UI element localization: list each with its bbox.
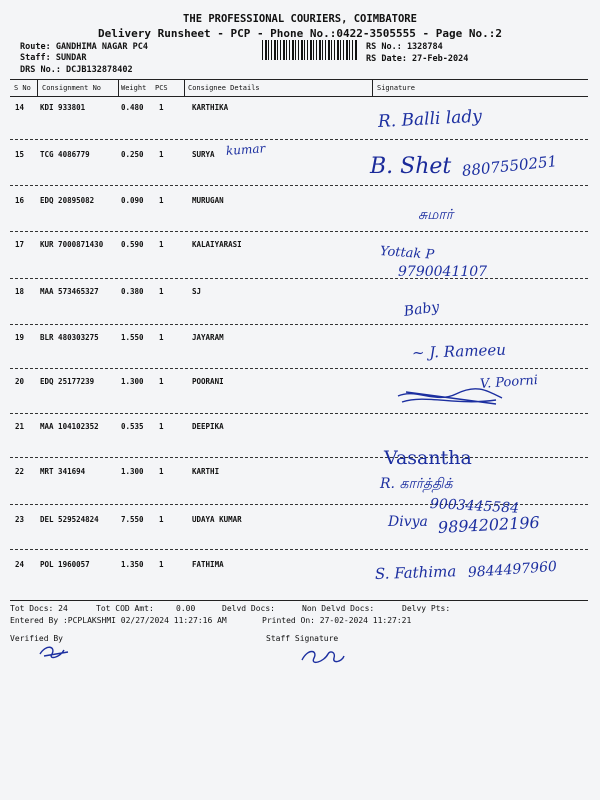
handwritten-signature: Yottak P — [379, 244, 435, 263]
staff-signature-scribble — [298, 644, 348, 668]
cell-weight: 7.550 — [121, 515, 144, 524]
cell-pcs: 1 — [159, 515, 164, 524]
total-cod-label: Tot COD Amt: — [96, 604, 154, 613]
cell-weight: 1.350 — [121, 560, 144, 569]
handwritten-phone: 9790041107 — [398, 264, 488, 280]
cell-pcs: 1 — [159, 467, 164, 476]
non-delivered-docs: Non Delvd Docs: — [302, 604, 375, 613]
cell-sno: 19 — [15, 333, 25, 342]
cell-consignment: DEL 529524824 — [40, 515, 99, 524]
cell-consignee: JAYARAM — [192, 333, 224, 342]
cell-consignment: EDQ 25177239 — [40, 377, 95, 386]
cell-sno: 24 — [15, 560, 25, 569]
cell-consignee: POORANI — [192, 377, 224, 386]
cell-consignment: MRT 341694 — [40, 467, 86, 476]
handwritten-phone: 9844497960 — [467, 558, 558, 581]
barcode-image — [262, 40, 358, 60]
drs-number: DRS No.: DCJB132878402 — [20, 65, 133, 75]
cell-weight: 0.480 — [121, 103, 144, 112]
total-cod-value: 0.00 — [176, 604, 196, 613]
cell-consignee: SURYA — [192, 150, 215, 159]
cell-consignee: KALAIYARASI — [192, 240, 242, 249]
table-header-border — [10, 96, 588, 97]
cell-weight: 0.250 — [121, 150, 144, 159]
staff-label: Staff: SUNDAR — [20, 53, 87, 63]
handwritten-signature: Baby — [402, 299, 441, 320]
cell-pcs: 1 — [159, 240, 164, 249]
delivery-points: Delvy Pts: — [402, 604, 451, 613]
cell-pcs: 1 — [159, 150, 164, 159]
cell-consignment: KUR 7000871430 — [40, 240, 104, 249]
cell-sno: 18 — [15, 287, 25, 296]
handwritten-signature: ~ J. Rameeu — [411, 340, 507, 362]
cell-weight: 1.550 — [121, 333, 144, 342]
row-divider — [10, 549, 588, 550]
handwritten-signature: S. Fathima — [374, 562, 457, 583]
cell-pcs: 1 — [159, 287, 164, 296]
row-divider — [10, 278, 588, 279]
handwritten-signature: B. Shet — [370, 154, 452, 179]
handwritten-phone: 9003445584 — [429, 496, 520, 517]
col-divider — [118, 80, 119, 96]
cell-consignment: EDQ 20895082 — [40, 196, 95, 205]
company-title: THE PROFESSIONAL COURIERS, COIMBATORE — [183, 13, 417, 25]
col-header-signature: Signature — [377, 84, 415, 92]
cell-consignee: KARTHIKA — [192, 103, 229, 112]
col-divider — [37, 80, 38, 96]
row-divider — [10, 231, 588, 232]
cell-weight: 1.300 — [121, 377, 144, 386]
cell-consignee: KARTHI — [192, 467, 220, 476]
cell-consignment: POL 1960057 — [40, 560, 90, 569]
handwritten-signature: Divya — [388, 514, 428, 530]
row-divider — [10, 324, 588, 325]
cell-weight: 0.380 — [121, 287, 144, 296]
rs-date: RS Date: 27-Feb-2024 — [366, 54, 469, 64]
cell-consignee: DEEPIKA — [192, 422, 224, 431]
total-docs: Tot Docs: 24 — [10, 604, 68, 613]
handwritten-signature: V. Poorni — [479, 372, 539, 392]
cell-consignment: MAA 573465327 — [40, 287, 99, 296]
col-divider — [184, 80, 185, 96]
cell-sno: 20 — [15, 377, 25, 386]
row-divider — [10, 368, 588, 369]
col-header-consignee: Consignee Details — [188, 84, 260, 92]
cell-consignment: TCG 4086779 — [40, 150, 90, 159]
runsheet-subtitle: Delivery Runsheet - PCP - Phone No.:0422-3505555 - Page No.:2 — [98, 27, 502, 40]
cell-consignee: MURUGAN — [192, 196, 224, 205]
handwritten-phone: 9894202196 — [437, 512, 541, 537]
row-divider — [10, 139, 588, 140]
cell-consignment: KDI 933801 — [40, 103, 86, 112]
col-header-weight: Weight — [121, 84, 147, 92]
entered-by: Entered By :PCPLAKSHMI 02/27/2024 11:27:16 AM — [10, 616, 227, 625]
col-divider — [372, 80, 373, 96]
row-divider — [10, 457, 588, 458]
cell-sno: 15 — [15, 150, 25, 159]
cell-pcs: 1 — [159, 422, 164, 431]
cell-sno: 23 — [15, 515, 25, 524]
col-header-consignment: Consignment No — [42, 84, 102, 92]
handwritten-signature: R. Balli lady — [377, 106, 483, 132]
cell-sno: 16 — [15, 196, 25, 205]
crossed-out-scribble — [396, 386, 506, 410]
col-header-pcs: PCS — [155, 84, 168, 92]
cell-weight: 1.300 — [121, 467, 144, 476]
cell-consignee: UDAYA KUMAR — [192, 515, 242, 524]
cell-pcs: 1 — [159, 560, 164, 569]
cell-weight: 0.090 — [121, 196, 144, 205]
cell-sno: 22 — [15, 467, 25, 476]
cell-sno: 14 — [15, 103, 25, 112]
row-divider — [10, 185, 588, 186]
cell-sno: 21 — [15, 422, 25, 431]
handwritten-signature: சுமார் — [418, 207, 454, 223]
cell-sno: 17 — [15, 240, 25, 249]
staff-signature-label: Staff Signature — [266, 634, 339, 643]
cell-pcs: 1 — [159, 196, 164, 205]
table-bottom-border — [10, 600, 588, 601]
cell-pcs: 1 — [159, 377, 164, 386]
col-header-sno: S No — [14, 84, 31, 92]
handwritten-signature: Vasantha — [384, 447, 472, 469]
printed-on: Printed On: 27-02-2024 11:27:21 — [262, 616, 412, 625]
handwritten-phone: 8807550251 — [461, 152, 558, 180]
cell-weight: 0.590 — [121, 240, 144, 249]
handwritten-signature: R. கார்த்திக் — [380, 476, 453, 492]
cell-pcs: 1 — [159, 333, 164, 342]
handwritten-note: kumar — [225, 141, 266, 158]
verified-signature-scribble — [38, 642, 78, 662]
cell-consignment: MAA 104102352 — [40, 422, 99, 431]
cell-consignee: FATHIMA — [192, 560, 224, 569]
verified-by-label: Verified By — [10, 634, 63, 643]
cell-consignment: BLR 480303275 — [40, 333, 99, 342]
cell-consignee: SJ — [192, 287, 202, 296]
route-label: Route: GANDHIMA NAGAR PC4 — [20, 42, 148, 52]
table-top-border — [10, 79, 588, 80]
cell-weight: 0.535 — [121, 422, 144, 431]
cell-pcs: 1 — [159, 103, 164, 112]
row-divider — [10, 413, 588, 414]
rs-number: RS No.: 1328784 — [366, 42, 443, 52]
delivered-docs: Delvd Docs: — [222, 604, 275, 613]
